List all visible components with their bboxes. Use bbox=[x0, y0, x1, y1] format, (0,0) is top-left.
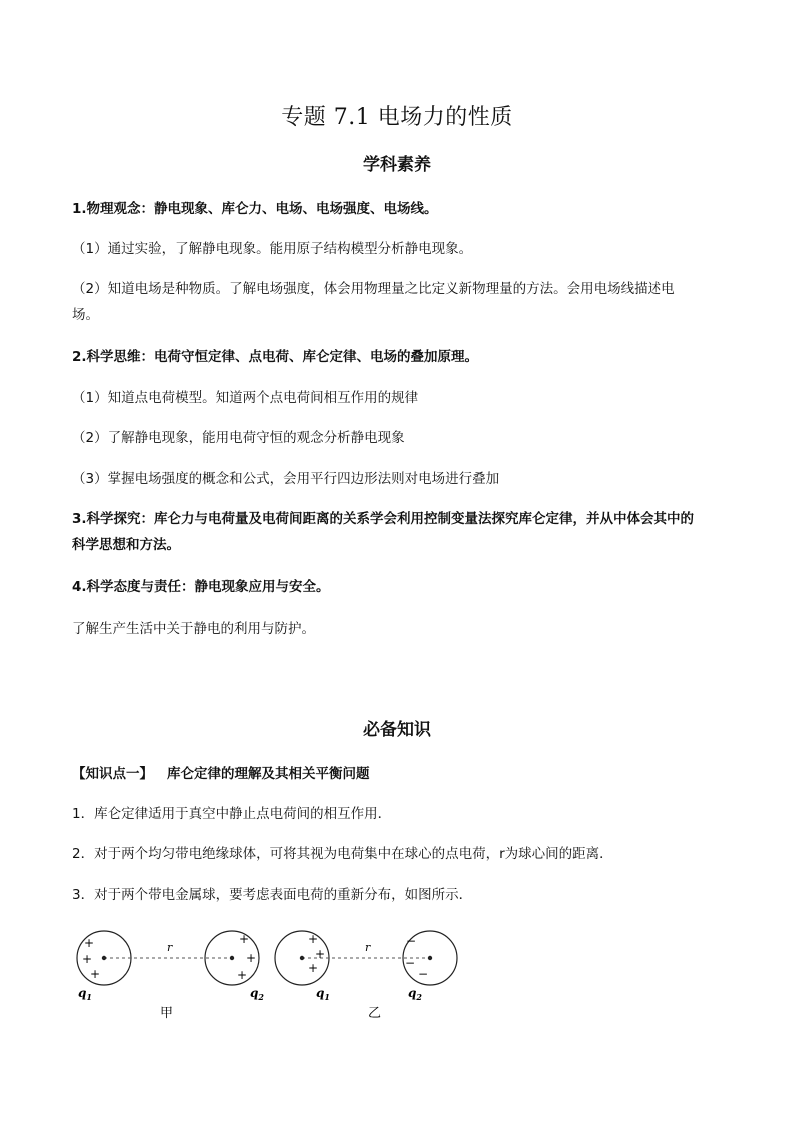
charged-spheres-figure bbox=[70, 925, 470, 1025]
figure-label-yi: 乙 bbox=[368, 1006, 382, 1021]
literacy-item-12: 了解生产生活中关于静电的利用与防护。 bbox=[72, 621, 315, 637]
q2-label: $q_2$ bbox=[408, 986, 422, 1002]
plus-sign: + bbox=[308, 961, 319, 975]
center-dot-q2-yi bbox=[428, 956, 432, 960]
literacy-item-3: （2）知道电场是种物质。了解电场强度，体会用物理量之比定义新物理量的方法。会用电场线描述电 bbox=[72, 281, 675, 297]
literacy-item-6: （1）知道点电荷模型。知道两个点电荷间相互作用的规律 bbox=[72, 390, 419, 406]
plus-sign: + bbox=[308, 932, 319, 946]
center-dot-q1-jia bbox=[102, 956, 106, 960]
literacy-item-7: （2）了解静电现象，能用电荷守恒的观念分析静电现象 bbox=[72, 430, 405, 446]
literacy-item-9: 3.科学探究：库仑力与电荷量及电荷间距离的关系学会利用控制变量法探究库仑定律，并从中体会其中的 bbox=[72, 511, 695, 527]
literacy-item-10: 科学思想和方法。 bbox=[72, 537, 180, 553]
minus-sign: − bbox=[418, 967, 429, 981]
section-heading-knowledge: 必备知识 bbox=[363, 720, 431, 740]
literacy-item-1: 1.物理观念：静电现象、库仑力、电场、电场强度、电场线。 bbox=[72, 201, 438, 217]
plus-sign: + bbox=[246, 951, 257, 965]
plus-sign: + bbox=[237, 968, 248, 982]
plus-sign: + bbox=[315, 947, 326, 961]
center-dot-q2-jia bbox=[230, 956, 234, 960]
knowledge-point-2: 2．对于两个均匀带电绝缘球体，可将其视为电荷集中在球心的点电荷，r为球心间的距离． bbox=[72, 846, 613, 862]
knowledge-point-heading bbox=[72, 761, 724, 787]
literacy-item-5: 2.科学思维：电荷守恒定律、点电荷、库仑定律、电场的叠加原理。 bbox=[72, 349, 479, 365]
knowledge-point-3: 3．对于两个带电金属球，要考虑表面电荷的重新分布，如图所示． bbox=[72, 887, 473, 903]
literacy-item-11: 4.科学态度与责任：静电现象应用与安全。 bbox=[72, 579, 330, 595]
q2-label: $q_2$ bbox=[250, 986, 264, 1002]
distance-label-r: r bbox=[365, 941, 371, 954]
knowledge-point-1: 1．库仑定律适用于真空中静止点电荷间的相互作用． bbox=[72, 806, 392, 822]
literacy-item-8: （3）掌握电场强度的概念和公式，会用平行四边形法则对电场进行叠加 bbox=[72, 471, 500, 487]
figure-label-jia: 甲 bbox=[160, 1006, 174, 1021]
plus-sign: + bbox=[90, 967, 101, 981]
literacy-item-4: 场。 bbox=[72, 307, 99, 323]
plus-sign: + bbox=[239, 932, 250, 946]
distance-label-r: r bbox=[167, 941, 173, 954]
q1-label: $q_1$ bbox=[316, 986, 330, 1002]
q1-label: $q_1$ bbox=[78, 986, 92, 1002]
minus-sign: − bbox=[405, 956, 416, 970]
center-dot-q1-yi bbox=[300, 956, 304, 960]
page-title: 专题 7.1 电场力的性质 bbox=[281, 105, 513, 130]
plus-sign: + bbox=[82, 952, 93, 966]
literacy-item-2: （1）通过实验，了解静电现象。能用原子结构模型分析静电现象。 bbox=[72, 241, 473, 257]
plus-sign: + bbox=[84, 936, 95, 950]
knowledge-point-title: 库仑定律的理解及其相关平衡问题 bbox=[167, 766, 370, 782]
figure-yi bbox=[275, 931, 457, 1021]
minus-sign: − bbox=[406, 934, 417, 948]
figure-jia bbox=[77, 931, 264, 1021]
knowledge-point-tag: 【知识点一】 bbox=[72, 766, 153, 782]
section-heading-literacy: 学科素养 bbox=[363, 155, 431, 175]
